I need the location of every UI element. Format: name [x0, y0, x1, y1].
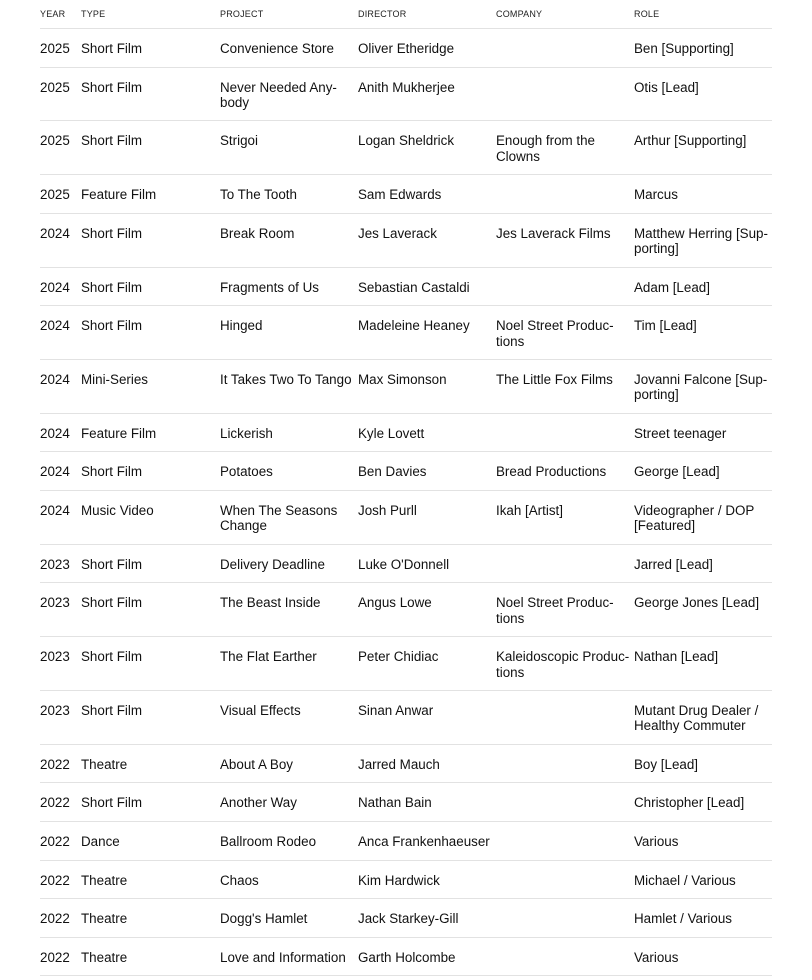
cell-role: Marcus — [634, 187, 678, 203]
cell-company — [496, 41, 634, 67]
cell-director: Madeleine Heaney — [358, 318, 470, 334]
cell-director: Kim Hardwick — [358, 872, 440, 888]
cell-type: Music Video — [81, 502, 154, 518]
cell-role: Adam [Lead] — [634, 279, 710, 295]
cell-year: 2022 — [40, 949, 70, 965]
cell-project: Strigoi — [220, 133, 258, 149]
cell-director: Sebastian Castaldi — [358, 279, 470, 295]
cell-director: Oliver Etheridge — [358, 41, 455, 56]
cell-year: 2024 — [40, 371, 70, 387]
header-type: TYPE — [81, 9, 106, 19]
cell-role: Ben [Supporting] — [634, 41, 734, 56]
cell-type: Theatre — [81, 911, 128, 927]
cell-year: 2022 — [40, 872, 70, 888]
table-row — [40, 68, 772, 122]
header-director: DIRECTOR — [358, 9, 407, 19]
cell-type: Short Film — [81, 795, 143, 811]
table-body — [40, 29, 772, 976]
table-row — [40, 268, 772, 307]
cell-year: 2022 — [40, 756, 70, 772]
cell-year: 2025 — [40, 187, 70, 203]
cell-director: Luke O'Donnell — [358, 556, 450, 572]
cell-type: Short Film — [81, 702, 143, 718]
cell-year: 2023 — [40, 649, 70, 665]
cell-director: Sam Edwards — [358, 187, 442, 203]
table-row — [40, 452, 772, 491]
table-header — [40, 0, 772, 29]
cell-project: About A Boy — [220, 756, 293, 772]
cell-director: Garth Holcombe — [358, 949, 456, 965]
cell-director: Jes Laverack — [358, 225, 437, 241]
table-row — [40, 175, 772, 214]
cell-director: Jack Starkey-Gill — [358, 911, 459, 927]
cell-role: Mutant Drug Dealer / Healthy Commuter — [634, 702, 759, 734]
cell-director: Max Simonson — [358, 371, 447, 387]
cell-year: 2024 — [40, 464, 70, 480]
cell-role: George [Lead] — [634, 464, 720, 480]
cell-type: Short Film — [81, 225, 143, 241]
cell-role: Michael / Various — [634, 872, 736, 888]
cell-company — [496, 187, 634, 213]
table-row — [40, 360, 772, 414]
cell-company: Kaleidoscopic Produc- tions — [496, 649, 630, 680]
table-row — [40, 637, 772, 691]
cell-company — [496, 426, 634, 452]
table-row — [40, 414, 772, 453]
header-company: COMPANY — [496, 9, 543, 19]
cell-project: Hinged — [220, 318, 263, 334]
cell-project: Lickerish — [220, 425, 273, 441]
cell-role: Tim [Lead] — [634, 318, 697, 334]
cell-year: 2023 — [40, 556, 70, 572]
cell-project: It Takes Two To Tango — [220, 371, 352, 387]
table-row — [40, 583, 772, 637]
cell-company — [496, 834, 634, 860]
cell-type: Short Film — [81, 318, 143, 334]
cell-role: Various — [634, 949, 679, 965]
credits-table — [40, 0, 772, 976]
table-row — [40, 783, 772, 822]
cell-type: Theatre — [81, 872, 128, 888]
cell-year: 2022 — [40, 833, 70, 849]
cell-company: The Little Fox Films — [496, 371, 613, 387]
cell-director: Peter Chidiac — [358, 649, 439, 665]
cell-company — [496, 795, 634, 821]
cell-role: George Jones [Lead] — [634, 595, 760, 611]
cell-company — [496, 911, 634, 937]
cell-project: Ballroom Rodeo — [220, 833, 317, 849]
cell-director: Josh Purll — [358, 502, 417, 518]
cell-role: Boy [Lead] — [634, 756, 699, 772]
cell-project: Another Way — [220, 795, 297, 811]
cell-project: Chaos — [220, 872, 259, 888]
cell-year: 2025 — [40, 79, 70, 95]
cell-type: Theatre — [81, 949, 128, 965]
cell-type: Dance — [81, 833, 120, 849]
cell-year: 2024 — [40, 425, 70, 441]
table-row — [40, 861, 772, 900]
cell-company — [496, 280, 634, 306]
cell-company — [496, 757, 634, 783]
cell-year: 2024 — [40, 225, 70, 241]
cell-role: Otis [Lead] — [634, 79, 699, 95]
cell-company — [496, 703, 634, 744]
cell-company: Jes Laverack Films — [496, 225, 611, 241]
cell-project: When The Seasons Change — [220, 502, 338, 534]
cell-year: 2022 — [40, 795, 70, 811]
cell-company — [496, 873, 634, 899]
cell-director: Sinan Anwar — [358, 702, 434, 718]
header-year: YEAR — [40, 9, 66, 19]
cell-director: Nathan Bain — [358, 795, 432, 811]
cell-company: Noel Street Produc- tions — [496, 595, 614, 626]
cell-type: Short Film — [81, 133, 143, 149]
table-row — [40, 214, 772, 268]
cell-project: Fragments of Us — [220, 279, 319, 295]
table-row — [40, 691, 772, 745]
cell-type: Theatre — [81, 756, 128, 772]
table-row — [40, 306, 772, 360]
header-role: ROLE — [634, 9, 660, 19]
cell-type: Feature Film — [81, 187, 157, 203]
cell-year: 2025 — [40, 41, 70, 56]
table-row — [40, 121, 772, 175]
cell-company — [496, 950, 634, 976]
cell-director: Anith Mukherjee — [358, 79, 455, 95]
cell-type: Short Film — [81, 595, 143, 611]
header-project: PROJECT — [220, 9, 264, 19]
cell-company: Noel Street Produc- tions — [496, 318, 614, 349]
cell-role: Jovanni Falcone [Sup- porting] — [634, 371, 768, 403]
cell-role: Street teenager — [634, 425, 727, 441]
cell-type: Short Film — [81, 41, 143, 56]
table-row — [40, 491, 772, 545]
cell-project: Love and Information — [220, 949, 346, 965]
cell-director: Kyle Lovett — [358, 425, 425, 441]
cell-project: Break Room — [220, 225, 295, 241]
cell-project: Potatoes — [220, 464, 273, 480]
cell-project: Delivery Deadline — [220, 556, 325, 572]
cell-company — [496, 557, 634, 583]
cell-type: Short Film — [81, 464, 143, 480]
cell-project: The Beast Inside — [220, 595, 321, 611]
cell-type: Feature Film — [81, 425, 157, 441]
cell-type: Short Film — [81, 556, 143, 572]
cell-year: 2022 — [40, 911, 70, 927]
cell-year: 2024 — [40, 318, 70, 334]
cell-type: Mini-Series — [81, 371, 148, 387]
table-row — [40, 899, 772, 938]
cell-role: Matthew Herring [Sup- porting] — [634, 225, 768, 257]
cell-type: Short Film — [81, 279, 143, 295]
cell-project: Visual Effects — [220, 702, 301, 718]
cell-role: Nathan [Lead] — [634, 649, 719, 665]
table-row — [40, 938, 772, 977]
table-row — [40, 745, 772, 784]
cell-type: Short Film — [81, 649, 143, 665]
cell-project: Dogg's Hamlet — [220, 911, 308, 927]
cell-role: Various — [634, 833, 679, 849]
cell-type: Short Film — [81, 79, 143, 95]
cell-role: Hamlet / Various — [634, 911, 732, 927]
cell-year: 2024 — [40, 279, 70, 295]
cell-company: Ikah [Artist] — [496, 502, 563, 518]
cell-director: Angus Lowe — [358, 595, 432, 611]
cell-year: 2025 — [40, 133, 70, 149]
cell-year: 2023 — [40, 702, 70, 718]
cell-director: Ben Davies — [358, 464, 427, 480]
table-row — [40, 545, 772, 584]
cell-company: Bread Productions — [496, 464, 607, 480]
table-row — [40, 29, 772, 68]
cell-role: Videographer / DOP [Featured] — [634, 502, 755, 534]
cell-director: Anca Frankenhaeuser — [358, 833, 490, 849]
cell-director: Jarred Mauch — [358, 756, 440, 772]
table-row — [40, 822, 772, 861]
cell-year: 2024 — [40, 502, 70, 518]
cell-project: The Flat Earther — [220, 649, 317, 665]
cell-project: Never Needed Any- body — [220, 79, 337, 110]
cell-project: To The Tooth — [220, 187, 297, 203]
cell-project: Convenience Store — [220, 41, 334, 56]
cell-director: Logan Sheldrick — [358, 133, 455, 149]
cell-role: Jarred [Lead] — [634, 556, 713, 572]
cell-role: Arthur [Supporting] — [634, 133, 747, 149]
cell-role: Christopher [Lead] — [634, 795, 745, 811]
cell-year: 2023 — [40, 595, 70, 611]
cell-company: Enough from the Clowns — [496, 133, 596, 164]
cell-company — [496, 80, 634, 121]
